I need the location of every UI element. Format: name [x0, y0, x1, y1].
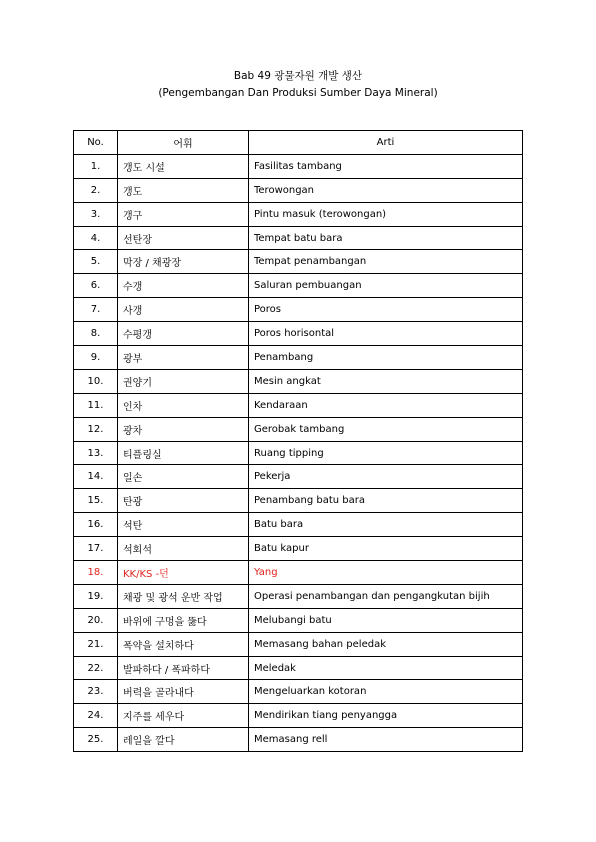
cell-no: 17. [74, 537, 118, 561]
table-row [74, 417, 523, 441]
cell-word: 갱도 [118, 178, 249, 202]
table-row [74, 489, 523, 513]
cell-word: 일손 [118, 465, 249, 489]
cell-word: 권양기 [118, 369, 249, 393]
cell-meaning: Memasang rell [249, 728, 523, 752]
cell-meaning: Penambang [249, 346, 523, 370]
title-block [0, 68, 596, 102]
table-row [74, 608, 523, 632]
cell-word: 수평갱 [118, 322, 249, 346]
table-row [74, 680, 523, 704]
table-row [74, 584, 523, 608]
table-row [74, 465, 523, 489]
table-row [74, 346, 523, 370]
cell-no: 2. [74, 178, 118, 202]
cell-no: 20. [74, 608, 118, 632]
cell-no: 14. [74, 465, 118, 489]
cell-no: 21. [74, 632, 118, 656]
cell-word: 버력을 골라내다 [118, 680, 249, 704]
cell-no: 11. [74, 393, 118, 417]
cell-no: 7. [74, 298, 118, 322]
cell-word: 인차 [118, 393, 249, 417]
cell-meaning: Poros [249, 298, 523, 322]
table-row [74, 178, 523, 202]
page-title: Bab 49 광물자원 개발 생산 [233, 70, 363, 82]
cell-word: 광차 [118, 417, 249, 441]
cell-no: 15. [74, 489, 118, 513]
page-subtitle: (Pengembangan Dan Produksi Sumber Daya Mineral) [158, 87, 438, 99]
table-row [74, 250, 523, 274]
cell-word: 석탄 [118, 513, 249, 537]
cell-word: 광부 [118, 346, 249, 370]
table-row [74, 154, 523, 178]
table-row [74, 656, 523, 680]
cell-meaning: Yang [249, 561, 523, 585]
cell-no: 3. [74, 202, 118, 226]
cell-no: 8. [74, 322, 118, 346]
header-word: 어휘 [118, 131, 249, 155]
cell-no: 19. [74, 584, 118, 608]
table-row [74, 441, 523, 465]
vocabulary-table [73, 130, 523, 752]
cell-meaning: Fasilitas tambang [249, 154, 523, 178]
table-header-row [74, 131, 523, 155]
cell-meaning: Poros horisontal [249, 322, 523, 346]
cell-word: 채광 및 광석 운반 작업 [118, 584, 249, 608]
cell-meaning: Tempat batu bara [249, 226, 523, 250]
cell-no: 9. [74, 346, 118, 370]
cell-meaning: Meledak [249, 656, 523, 680]
cell-meaning: Batu kapur [249, 537, 523, 561]
table-row [74, 322, 523, 346]
table-row [74, 632, 523, 656]
cell-word: 지주를 세우다 [118, 704, 249, 728]
cell-meaning: Saluran pembuangan [249, 274, 523, 298]
cell-meaning: Kendaraan [249, 393, 523, 417]
cell-meaning: Mesin angkat [249, 369, 523, 393]
cell-word: 바위에 구멍을 뚫다 [118, 608, 249, 632]
header-meaning: Arti [249, 131, 523, 155]
table-row [74, 202, 523, 226]
cell-no: 23. [74, 680, 118, 704]
cell-meaning: Tempat penambangan [249, 250, 523, 274]
cell-meaning: Mengeluarkan kotoran [249, 680, 523, 704]
cell-no: 5. [74, 250, 118, 274]
cell-word: 티플링실 [118, 441, 249, 465]
cell-word: 수갱 [118, 274, 249, 298]
table-row [74, 561, 523, 585]
cell-meaning: Operasi penambangan dan pengangkutan bijih [249, 584, 523, 608]
cell-meaning: Ruang tipping [249, 441, 523, 465]
table-row [74, 274, 523, 298]
table-row [74, 226, 523, 250]
table-row [74, 393, 523, 417]
table-row [74, 369, 523, 393]
cell-word: 선탄장 [118, 226, 249, 250]
table-row [74, 298, 523, 322]
cell-meaning: Terowongan [249, 178, 523, 202]
cell-no: 1. [74, 154, 118, 178]
table-row [74, 537, 523, 561]
cell-meaning: Gerobak tambang [249, 417, 523, 441]
cell-no: 22. [74, 656, 118, 680]
cell-no: 18. [74, 561, 118, 585]
cell-word: 탄광 [118, 489, 249, 513]
header-no: No. [74, 131, 118, 155]
cell-no: 10. [74, 369, 118, 393]
cell-meaning: Batu bara [249, 513, 523, 537]
table-body [74, 154, 523, 751]
cell-word: 갱도 시설 [118, 154, 249, 178]
cell-word: KK/KS -던 [118, 561, 249, 585]
cell-meaning: Melubangi batu [249, 608, 523, 632]
table-row [74, 513, 523, 537]
cell-no: 6. [74, 274, 118, 298]
cell-no: 16. [74, 513, 118, 537]
cell-word: 막장 / 채광장 [118, 250, 249, 274]
cell-word: 갱구 [118, 202, 249, 226]
cell-no: 12. [74, 417, 118, 441]
cell-word: 폭약을 설치하다 [118, 632, 249, 656]
cell-meaning: Pekerja [249, 465, 523, 489]
table-row [74, 728, 523, 752]
cell-word: 석회석 [118, 537, 249, 561]
cell-no: 13. [74, 441, 118, 465]
cell-meaning: Pintu masuk (terowongan) [249, 202, 523, 226]
cell-meaning: Mendirikan tiang penyangga [249, 704, 523, 728]
cell-word: 발파하다 / 폭파하다 [118, 656, 249, 680]
cell-no: 4. [74, 226, 118, 250]
cell-word: 사갱 [118, 298, 249, 322]
cell-meaning: Penambang batu bara [249, 489, 523, 513]
cell-no: 24. [74, 704, 118, 728]
table-row [74, 704, 523, 728]
cell-word: 레일을 깔다 [118, 728, 249, 752]
cell-no: 25. [74, 728, 118, 752]
cell-meaning: Memasang bahan peledak [249, 632, 523, 656]
